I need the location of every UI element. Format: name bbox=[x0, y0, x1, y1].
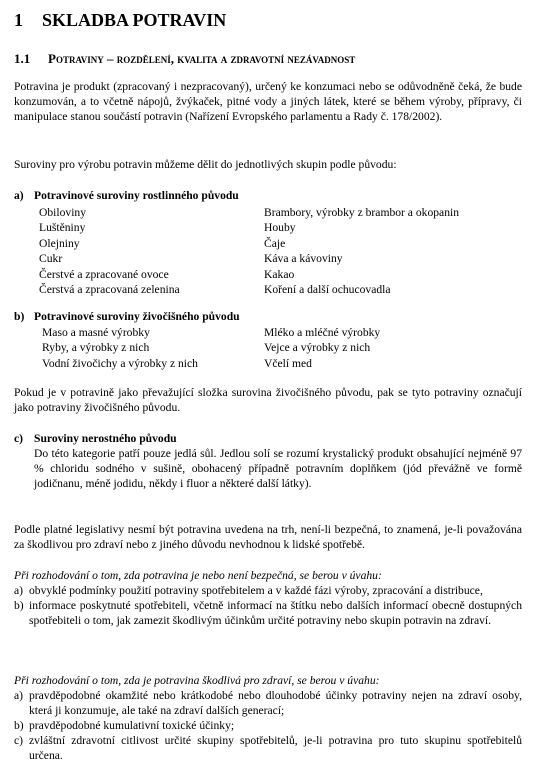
section-heading bbox=[14, 51, 355, 66]
table-row bbox=[39, 236, 459, 251]
list-item-text: pravděpodobné kumulativní toxické účinky; bbox=[29, 719, 235, 732]
table-row bbox=[42, 340, 380, 355]
group-c-text: Do této kategorie patří pouze jedlá sůl. Jedlou solí se rozumí krystalický produkt obsahující nejméně 97 % chloridu sodného v sušině, obohacený případně potravním doplňkem (jód převážně ve formě jodičnanu, méně jodidu, někdy i fluor a některé další látky). bbox=[34, 447, 522, 490]
table-cell: Houby bbox=[264, 221, 296, 235]
list-item bbox=[14, 688, 522, 718]
table-row bbox=[39, 267, 459, 282]
table-cell: Čerstvá a zpracovaná zelenina bbox=[39, 282, 180, 296]
table-cell: Cukr bbox=[39, 252, 63, 266]
list-item bbox=[14, 598, 522, 628]
group-a-title: Potravinové suroviny rostlinného původu bbox=[34, 189, 239, 202]
group-c bbox=[14, 431, 522, 491]
table-cell: Luštěniny bbox=[39, 221, 86, 235]
group-b-table bbox=[42, 325, 380, 371]
safety-criteria bbox=[14, 568, 522, 628]
group-c-label: c) bbox=[14, 432, 24, 445]
table-row bbox=[42, 356, 380, 371]
harm-intro: Při rozhodování o tom, zda je potravina škodlivá pro zdraví, se berou v úvahu: bbox=[14, 674, 380, 687]
animal-paragraph: Pokud je v potravině jako převažující složka surovina živočišného původu, pak se tyto potraviny označují jako potraviny živočišného původu. bbox=[14, 386, 522, 414]
legislation-paragraph: Podle platné legislativy nesmí být potravina uvedena na trh, není-li bezpečná, to znamená, je-li považována za škodlivou pro zdraví nebo z jiného důvodu nevhodnou k lidské spotřebě. bbox=[14, 523, 522, 551]
table-row bbox=[39, 251, 459, 266]
list-item-text: zvláštní zdravotní citlivost určité skupiny spotřebitelů, je-li potravina pro tuto skupinu spotřebitelů určena. bbox=[29, 734, 522, 762]
table-cell: Obiloviny bbox=[39, 206, 87, 219]
group-b bbox=[14, 309, 522, 371]
table-cell: Čerstvé a zpracované ovoce bbox=[39, 267, 169, 281]
table-row bbox=[42, 325, 380, 340]
group-a-heading bbox=[14, 188, 522, 203]
chapter-heading bbox=[14, 10, 227, 30]
intro-paragraph-block bbox=[14, 79, 522, 124]
table-cell: Káva a kávoviny bbox=[264, 252, 343, 266]
list-item-label: b) bbox=[14, 719, 24, 732]
chapter-title: SKLADBA POTRAVIN bbox=[42, 10, 227, 30]
division-paragraph: Suroviny pro výrobu potravin můžeme dělit do jednotlivých skupin podle původu: bbox=[14, 158, 397, 171]
list-item-label: b) bbox=[14, 599, 24, 612]
group-c-title: Suroviny nerostného původu bbox=[34, 432, 177, 445]
intro-paragraph: Potravina je produkt (zpracovaný i nezpracovaný), určený ke konzumaci nebo se odůvodněně čeká, že bude konzumován, a to včetně nápojů, žvýkaček, pitné vody a jiných látek, které se během výroby, přípravy, či manipulace stanou součástí potravin (Nařízení Evropského parlamentu a Rady č. 178/2002). bbox=[14, 80, 522, 123]
harm-criteria bbox=[14, 673, 522, 763]
section-number: 1.1 bbox=[14, 51, 31, 66]
group-a-label: a) bbox=[14, 189, 24, 202]
group-a-table bbox=[39, 205, 459, 297]
list-item-label: a) bbox=[14, 584, 24, 597]
list-item-label: a) bbox=[14, 689, 24, 702]
group-c-heading bbox=[14, 431, 522, 446]
group-b-heading bbox=[14, 309, 522, 324]
list-item-text: obvyklé podmínky použití potraviny spotřebitelem a v každé fázi výroby, zpracování a distribuce, bbox=[29, 584, 483, 597]
table-cell: Čaje bbox=[264, 236, 286, 250]
table-row bbox=[39, 282, 459, 297]
table-cell: Koření a další ochucovadla bbox=[264, 282, 391, 296]
animal-paragraph-block bbox=[14, 385, 522, 415]
table-row bbox=[39, 205, 459, 220]
list-item bbox=[14, 718, 522, 733]
table-cell: Mléko a mléčné výrobky bbox=[264, 326, 381, 339]
group-a bbox=[14, 188, 522, 297]
table-cell: Olejniny bbox=[39, 236, 80, 250]
division-paragraph-block bbox=[14, 157, 522, 172]
list-item-text: pravděpodobné okamžité nebo krátkodobé nebo dlouhodobé účinky potraviny nejen na zdraví osoby, která ji konzumuje, ale také na zdraví dalších generací; bbox=[29, 689, 522, 717]
list-item-label: c) bbox=[14, 734, 24, 747]
group-b-title: Potravinové suroviny živočišného původu bbox=[34, 310, 240, 323]
table-cell: Ryby, a výrobky z nich bbox=[42, 341, 150, 355]
chapter-number: 1 bbox=[14, 10, 23, 30]
table-row bbox=[39, 220, 459, 235]
list-item bbox=[14, 733, 522, 763]
section-title: Potraviny – rozdělení, kvalita a zdravotní nezávadnost bbox=[48, 51, 356, 66]
group-b-label: b) bbox=[14, 310, 25, 323]
table-cell: Kakao bbox=[264, 267, 295, 281]
legislation-paragraph-block bbox=[14, 522, 522, 552]
table-cell: Vodní živočichy a výrobky z nich bbox=[42, 356, 198, 370]
table-cell: Včelí med bbox=[264, 356, 312, 370]
table-cell: Brambory, výrobky z brambor a okopanin bbox=[264, 206, 460, 219]
safety-intro: Při rozhodování o tom, zda potravina je nebo není bezpečná, se berou v úvahu: bbox=[14, 569, 382, 582]
table-cell: Maso a masné výrobky bbox=[42, 326, 150, 339]
list-item-text: informace poskytnuté spotřebiteli, včetně informací na štítku nebo dalších informací obecně dostupných spotřebiteli o tom, jak zamezit škodlivým účinkům určité potraviny nebo skupin potravin na zdraví. bbox=[29, 599, 522, 627]
list-item bbox=[14, 583, 522, 598]
table-cell: Vejce a výrobky z nich bbox=[264, 341, 371, 355]
